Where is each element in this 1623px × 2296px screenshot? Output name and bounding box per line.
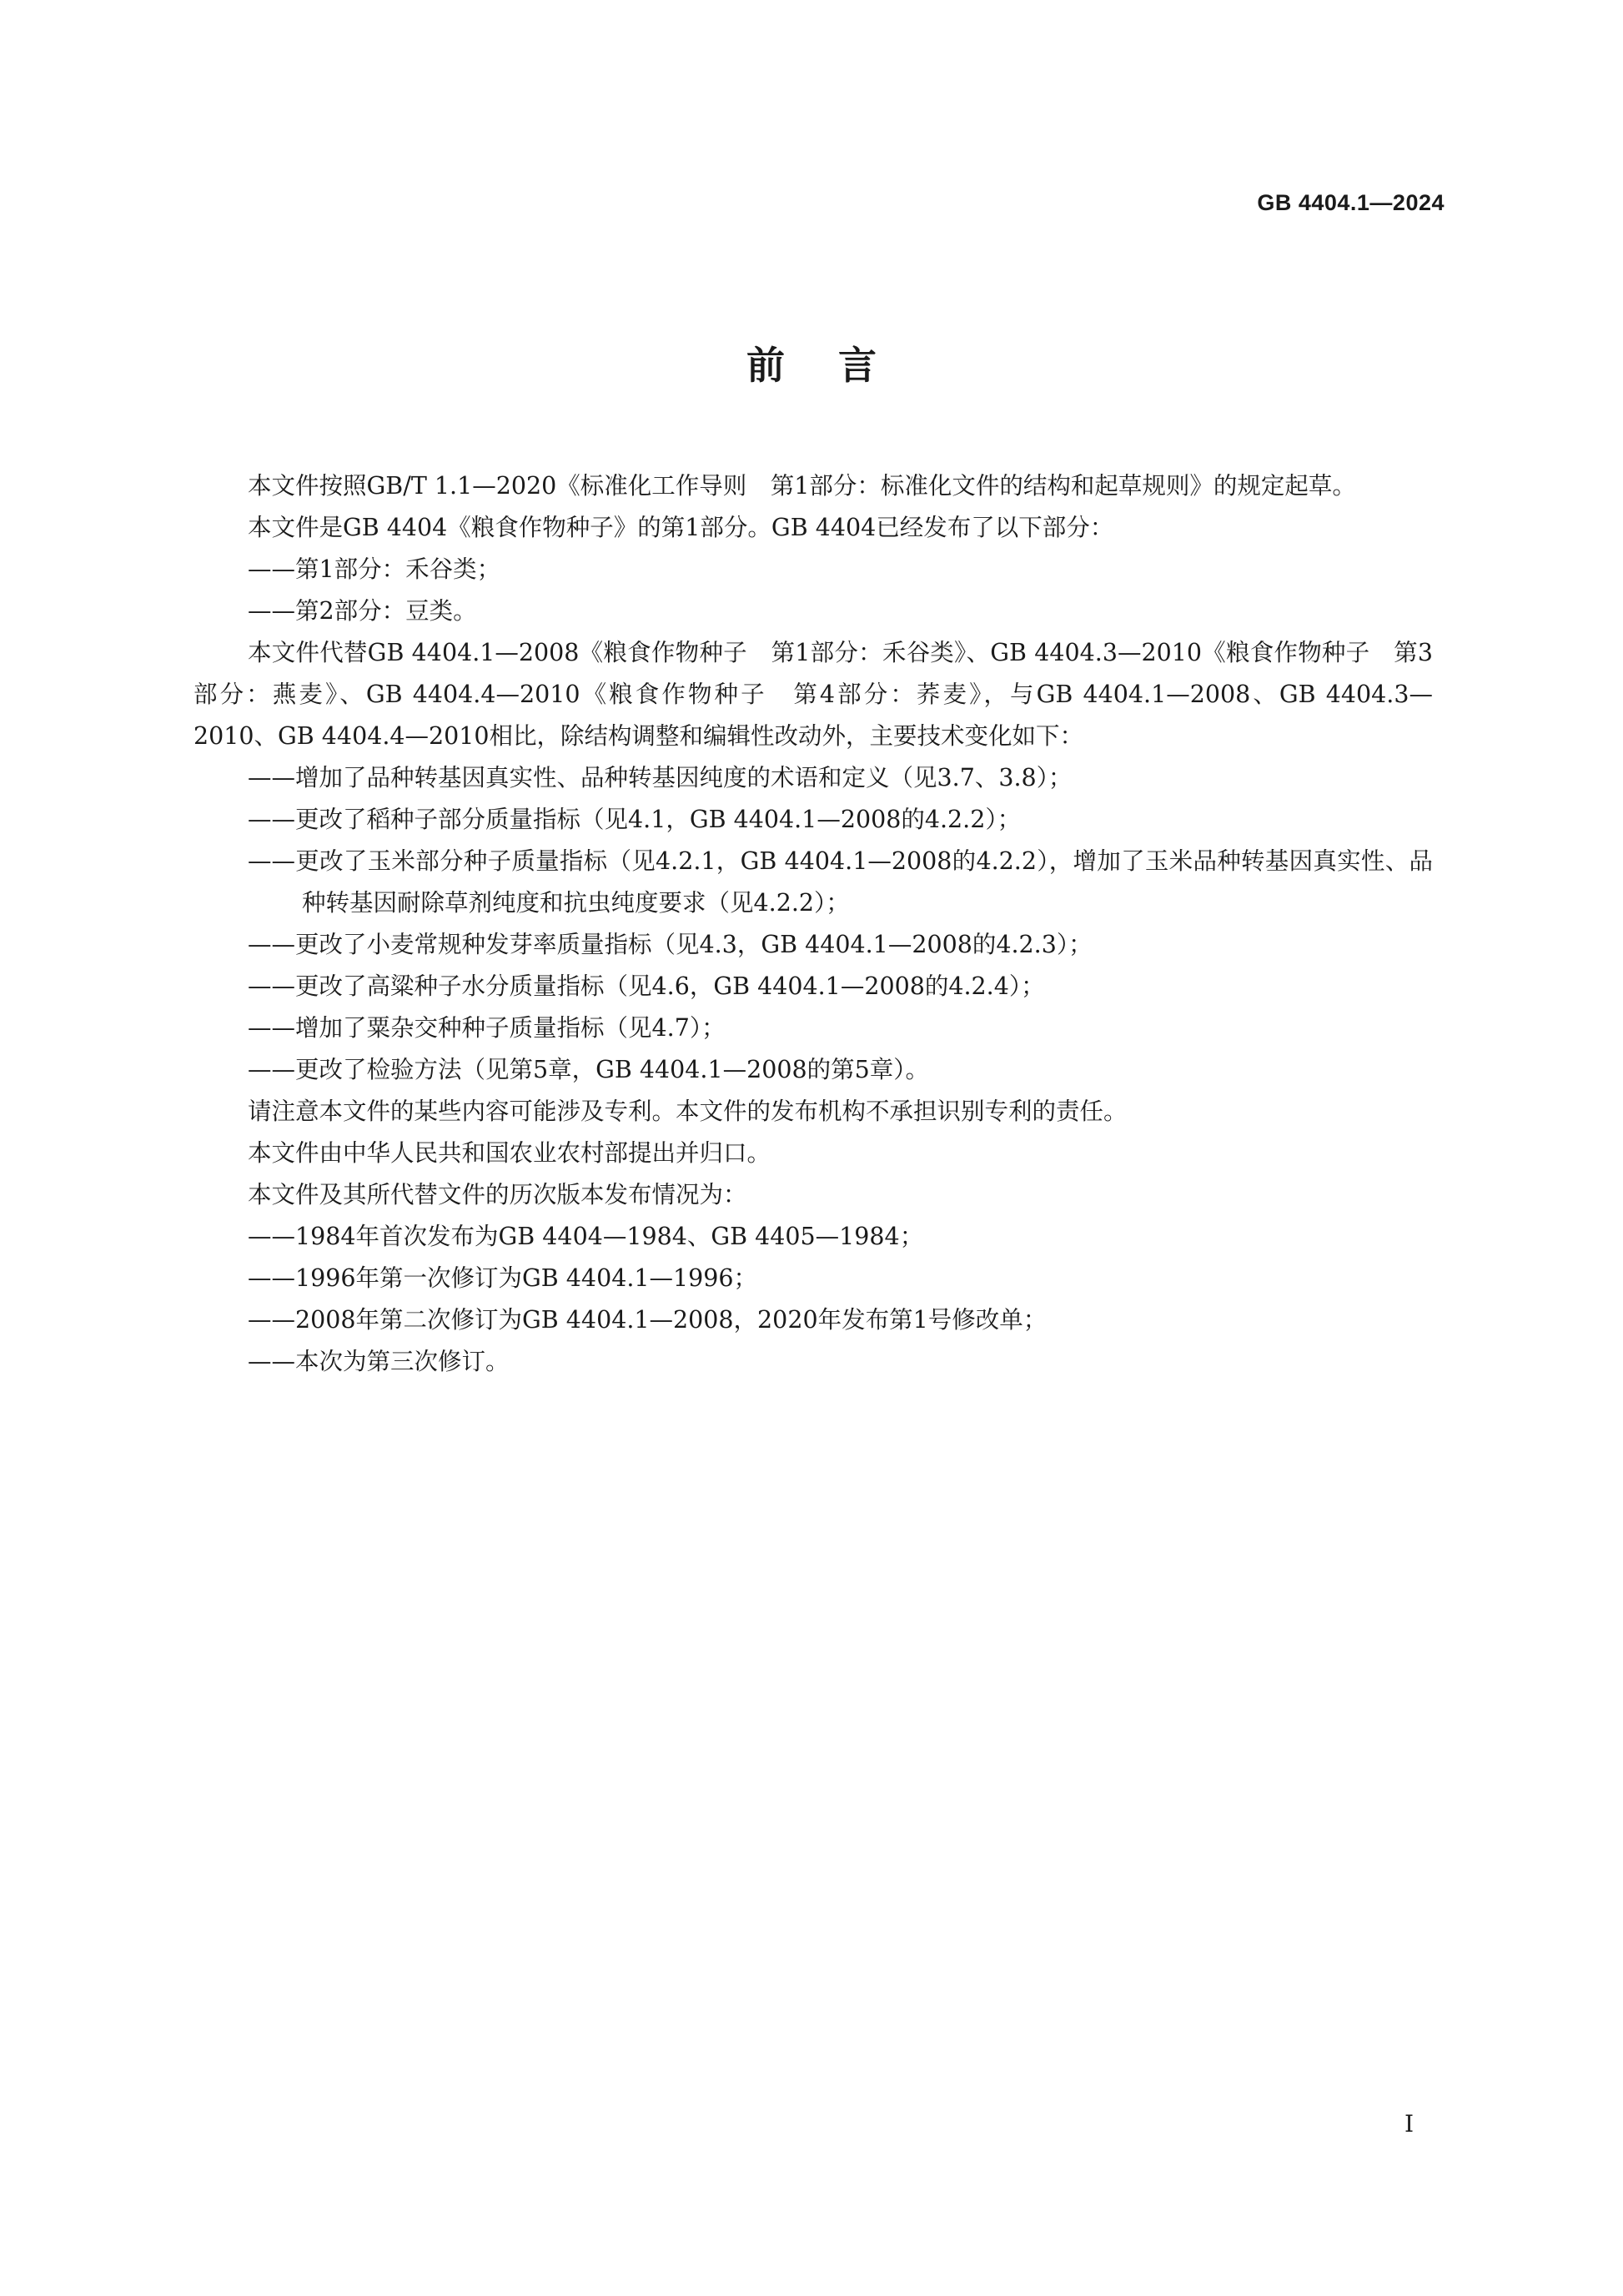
list-item-change: ——增加了粟杂交种种子质量指标（见4.7）； [248,1014,726,1042]
list-item-history: ——1984年首次发布为GB 4404—1984、GB 4405—1984； [248,1223,924,1250]
paragraph-replacement: 本文件代替GB 4404.1—2008《粮食作物种子 第1部分：禾谷类》、GB 4404.3—2010《粮食作物种子 第3部分：燕麦》、GB 4404.4—2010《粮食作物种子 第4部分：荞麦》，与GB 4404.1—2008、GB 4404.3—2010、GB 4404.4—2010相比，除结构调整和编辑性改动外，主要技术变化如下： [193,639,1433,750]
paragraph-drafting-basis: 本文件按照GB/T 1.1—2020《标准化工作导则 第1部分：标准化文件的结构和起草规则》的规定起草。 [248,472,1356,500]
list-item-change: ——更改了玉米部分种子质量指标（见4.2.1，GB 4404.1—2008的4.2.2），增加了玉米品种转基因真实性、品种转基因耐除草剂纯度和抗虫纯度要求（见4.2.2）； [248,847,1433,917]
page-title: 前言 [746,343,930,388]
list-item-history: ——本次为第三次修订。 [248,1348,510,1375]
page-number: I [1404,2110,1414,2138]
paragraph-proposer: 本文件由中华人民共和国农业农村部提出并归口。 [248,1139,771,1167]
paragraph-series-intro: 本文件是GB 4404《粮食作物种子》的第1部分。GB 4404已经发布了以下部分： [248,514,1114,541]
document-code: GB 4404.1—2024 [1257,190,1445,215]
list-item-change: ——更改了小麦常规种发芽率质量指标（见4.3，GB 4404.1—2008的4.2.3）； [248,931,1093,958]
list-item-part: ——第2部分：豆类。 [248,597,477,625]
list-item-change: ——更改了高粱种子水分质量指标（见4.6，GB 4404.1—2008的4.2.4）； [248,972,1045,1000]
list-item-change: ——更改了检验方法（见第5章，GB 4404.1—2008的第5章）。 [248,1056,930,1083]
paragraph-history-intro: 本文件及其所代替文件的历次版本发布情况为： [248,1181,747,1208]
list-item-change: ——增加了品种转基因真实性、品种转基因纯度的术语和定义（见3.7、3.8）； [248,764,1073,791]
list-item-history: ——2008年第二次修订为GB 4404.1—2008，2020年发布第1号修改单； [248,1306,1048,1334]
document-body [193,465,1433,1383]
list-item-part: ——第1部分：禾谷类； [248,555,501,583]
paragraph-patent-notice: 请注意本文件的某些内容可能涉及专利。本文件的发布机构不承担识别专利的责任。 [248,1098,1128,1125]
list-item-history: ——1996年第一次修订为GB 4404.1—1996； [248,1264,758,1292]
list-item-change: ——更改了稻种子部分质量指标（见4.1，GB 4404.1—2008的4.2.2）； [248,806,1022,833]
